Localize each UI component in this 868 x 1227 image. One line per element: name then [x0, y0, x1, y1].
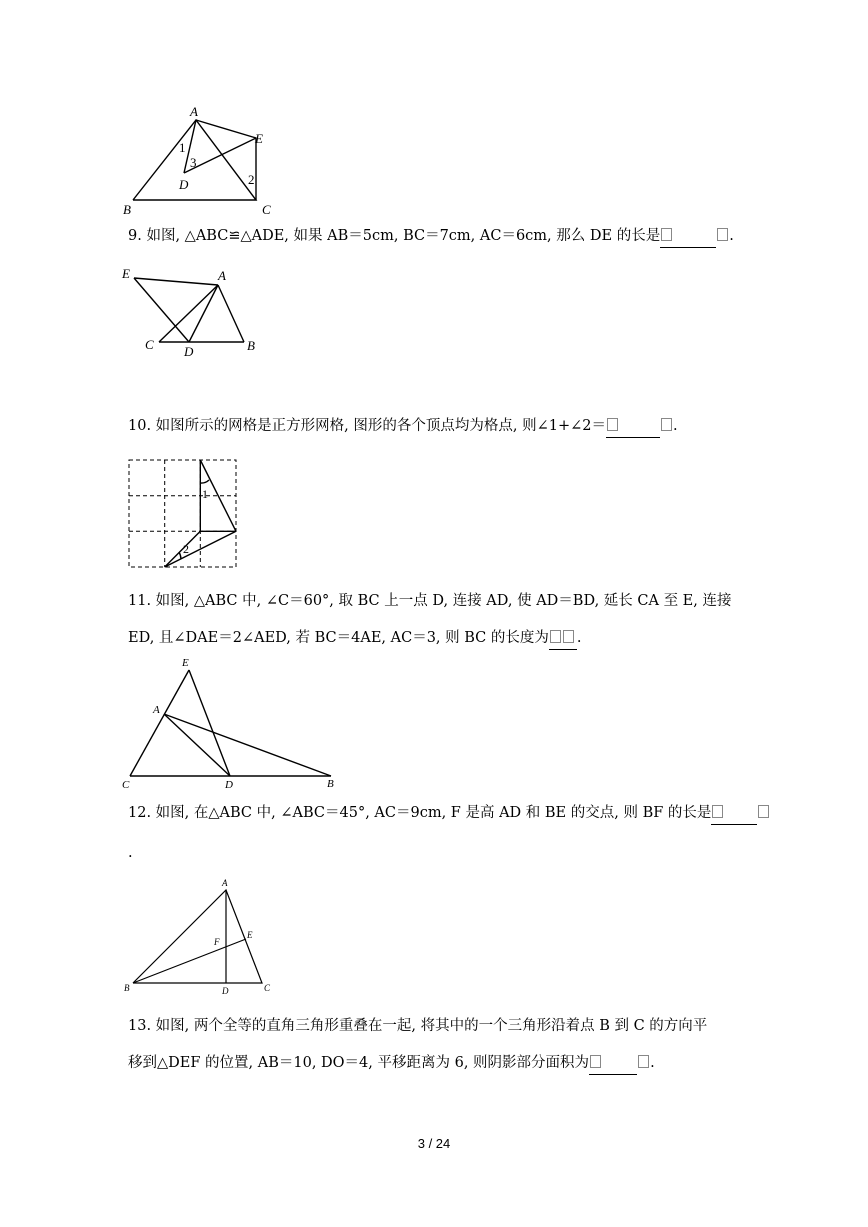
question-13-number: 13.: [128, 1018, 152, 1034]
segment-ea: [134, 278, 218, 285]
question-9: [128, 225, 734, 248]
question-12-end: .: [128, 845, 133, 861]
label-c: C: [145, 337, 154, 352]
question-10: [128, 415, 678, 438]
segment-da: [189, 285, 218, 342]
label-f: F: [214, 937, 220, 947]
label-b: B: [247, 338, 255, 353]
figure-q9-triangles: [118, 262, 268, 360]
figure-q12-triangle: [118, 873, 283, 998]
question-11-text-2: ED, 且∠DAE＝2∠AED, 若 BC＝4AE, AC＝3, 则 BC 的长度为: [128, 630, 549, 646]
placeholder-box-icon: [712, 805, 723, 818]
figure-q11-triangles: [116, 653, 342, 793]
question-11-text-1: 如图, △ABC 中, ∠C＝60°, 取 BC 上一点 D, 连接 AD, 使 AD＝BD, 延长 CA 至 E, 连接: [155, 593, 732, 609]
label-a: A: [153, 704, 160, 716]
angle-label-1: 1: [179, 140, 186, 155]
label-a: A: [190, 104, 198, 119]
question-13-end: .: [650, 1055, 655, 1071]
label-b: B: [124, 983, 130, 993]
placeholder-box-icon: [638, 1055, 649, 1068]
label-e: E: [122, 266, 130, 281]
placeholder-box-icon: [758, 805, 769, 818]
question-12-end-line: [128, 842, 133, 864]
question-13-text-2: 移到△DEF 的位置, AB＝10, DO＝4, 平移距离为 6, 则阴影部分面积为: [128, 1055, 590, 1071]
placeholder-box-icon: [661, 228, 672, 241]
label-c: C: [262, 202, 271, 217]
label-a: A: [218, 268, 226, 283]
angle-label-2: 2: [248, 172, 255, 187]
segment-ce: [130, 670, 189, 776]
figure-top-triangles: [118, 100, 288, 222]
altitude-be: [133, 939, 246, 983]
label-d: D: [225, 779, 233, 791]
label-d: D: [184, 344, 194, 359]
label-c: C: [122, 779, 130, 791]
segment-ab: [164, 714, 331, 776]
question-11-end: .: [576, 630, 582, 646]
question-9-number: 9.: [128, 228, 142, 244]
figure-q10-grid: [125, 455, 241, 571]
label-a: A: [222, 878, 228, 888]
label-b: B: [123, 202, 131, 217]
angle-label-3: 3: [190, 155, 197, 170]
label-e: E: [182, 657, 189, 669]
question-10-number: 10.: [128, 418, 152, 434]
segment-ed: [189, 670, 230, 776]
segment-ab: [218, 285, 244, 342]
label-e: E: [247, 930, 253, 940]
page-number: 3 / 24: [417, 1136, 451, 1151]
answer-blank-10[interactable]: [606, 415, 660, 438]
label-d: D: [179, 177, 189, 192]
placeholder-box-icon: [607, 418, 618, 431]
label-e: E: [255, 131, 263, 146]
label-d: D: [222, 986, 229, 996]
placeholder-box-icon: [550, 630, 561, 643]
question-12-number: 12.: [128, 805, 152, 821]
answer-blank-11[interactable]: [549, 627, 577, 650]
segment-ad: [164, 714, 230, 776]
question-13-line-1: [128, 1015, 707, 1037]
question-10-text: 如图所示的网格是正方形网格, 图形的各个顶点均为格点, 则∠1+∠2＝: [155, 418, 607, 434]
question-9-text: 如图, △ABC≌△ADE, 如果 AB＝5cm, BC＝7cm, AC＝6cm, 那么 DE 的长是: [146, 228, 661, 244]
segment-ed: [134, 278, 189, 342]
placeholder-box-icon: [590, 1055, 601, 1068]
angle-label-2: 2: [183, 542, 189, 556]
placeholder-box-icon: [563, 630, 574, 643]
question-12: [128, 802, 770, 825]
placeholder-box-icon: [661, 418, 672, 431]
placeholder-box-icon: [717, 228, 728, 241]
question-12-text: 如图, 在△ABC 中, ∠ABC＝45°, AC＝9cm, F 是高 AD 和 BE 的交点, 则 BF 的长是: [155, 805, 712, 821]
question-10-end: .: [673, 418, 678, 434]
triangle-abc: [133, 890, 262, 983]
question-11-number: 11.: [128, 593, 152, 609]
angle-arc-1: [200, 480, 209, 483]
question-13-line-2: [128, 1052, 655, 1075]
question-11-line-1: [128, 590, 732, 612]
segment-ca: [159, 285, 218, 342]
question-11-line-2: [128, 627, 581, 650]
answer-blank-12[interactable]: [711, 802, 757, 825]
question-13-text-1: 如图, 两个全等的直角三角形重叠在一起, 将其中的一个三角形沿着点 B 到 C 的方向平: [155, 1018, 708, 1034]
question-9-end: .: [729, 228, 734, 244]
answer-blank-9[interactable]: [660, 225, 716, 248]
label-c: C: [264, 983, 271, 993]
angle-label-1: 1: [202, 487, 208, 501]
answer-blank-13[interactable]: [589, 1052, 637, 1075]
angle-arc-2: [179, 552, 181, 559]
label-b: B: [327, 778, 334, 790]
